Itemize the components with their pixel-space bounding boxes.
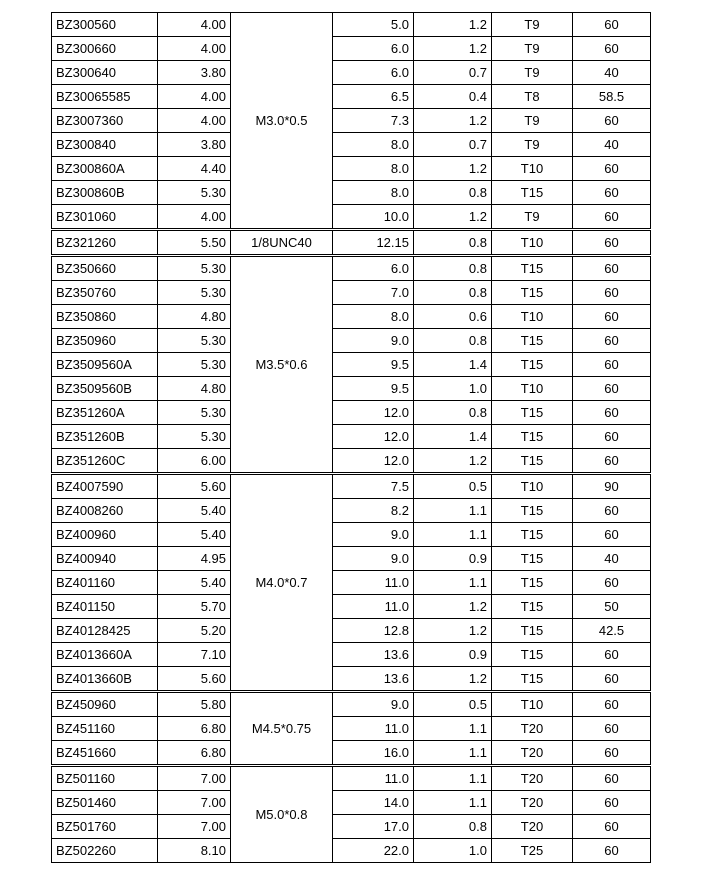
drive-size-cell: T15 [492,667,573,692]
a-value-cell: 1.2 [414,667,492,692]
part-number-cell: BZ501760 [52,815,158,839]
angle-cell: 60 [573,523,651,547]
head-diameter-cell: 7.10 [158,643,231,667]
a-value-cell: 0.9 [414,547,492,571]
a-value-cell: 1.2 [414,205,492,230]
a-value-cell: 1.1 [414,571,492,595]
drive-size-cell: T20 [492,815,573,839]
drive-size-cell: T9 [492,109,573,133]
table-row [52,791,651,815]
part-number-cell: BZ4013660A [52,643,158,667]
drive-size-cell: T15 [492,281,573,305]
part-number-cell: BZ300860A [52,157,158,181]
a-value-cell: 0.7 [414,133,492,157]
part-number-cell: BZ350660 [52,256,158,281]
a-value-cell: 1.0 [414,377,492,401]
angle-cell: 40 [573,547,651,571]
head-diameter-cell: 5.30 [158,401,231,425]
a-value-cell: 0.8 [414,256,492,281]
length-cell: 11.0 [333,717,414,741]
a-value-cell: 1.1 [414,499,492,523]
head-diameter-cell: 5.20 [158,619,231,643]
head-diameter-cell: 4.95 [158,547,231,571]
table-row [52,741,651,766]
length-cell: 6.5 [333,85,414,109]
angle-cell: 60 [573,571,651,595]
table-row [52,377,651,401]
length-cell: 11.0 [333,571,414,595]
length-cell: 22.0 [333,839,414,863]
drive-size-cell: T15 [492,571,573,595]
table-row [52,256,651,281]
angle-cell: 60 [573,766,651,791]
angle-cell: 60 [573,717,651,741]
table-row [52,353,651,377]
table-row [52,766,651,791]
head-diameter-cell: 6.80 [158,717,231,741]
a-value-cell: 0.8 [414,815,492,839]
table-row [52,595,651,619]
a-value-cell: 1.1 [414,766,492,791]
drive-size-cell: T20 [492,766,573,791]
part-number-cell: BZ300660 [52,37,158,61]
head-diameter-cell: 7.00 [158,791,231,815]
part-number-cell: BZ501160 [52,766,158,791]
table-row [52,667,651,692]
angle-cell: 60 [573,839,651,863]
thread-size-cell: M3.0*0.5 [231,13,333,230]
part-number-cell: BZ4008260 [52,499,158,523]
drive-size-cell: T9 [492,61,573,85]
table-row [52,85,651,109]
drive-size-cell: T10 [492,474,573,499]
table-row [52,13,651,37]
part-number-cell: BZ301060 [52,205,158,230]
length-cell: 12.8 [333,619,414,643]
angle-cell: 60 [573,329,651,353]
head-diameter-cell: 5.50 [158,230,231,256]
angle-cell: 60 [573,181,651,205]
length-cell: 8.0 [333,133,414,157]
thread-size-cell: M5.0*0.8 [231,766,333,863]
part-number-cell: BZ351260C [52,449,158,474]
drive-size-cell: T20 [492,791,573,815]
part-number-cell: BZ300840 [52,133,158,157]
head-diameter-cell: 7.00 [158,766,231,791]
head-diameter-cell: 5.30 [158,181,231,205]
head-diameter-cell: 5.40 [158,499,231,523]
table-row [52,133,651,157]
angle-cell: 60 [573,13,651,37]
a-value-cell: 0.4 [414,85,492,109]
angle-cell: 60 [573,157,651,181]
a-value-cell: 1.1 [414,717,492,741]
angle-cell: 60 [573,305,651,329]
thread-size-cell: M4.0*0.7 [231,474,333,692]
angle-cell: 60 [573,256,651,281]
drive-size-cell: T10 [492,377,573,401]
length-cell: 13.6 [333,643,414,667]
length-cell: 7.0 [333,281,414,305]
head-diameter-cell: 5.70 [158,595,231,619]
table-row [52,329,651,353]
head-diameter-cell: 3.80 [158,61,231,85]
part-number-cell: BZ401160 [52,571,158,595]
head-diameter-cell: 4.40 [158,157,231,181]
a-value-cell: 0.8 [414,401,492,425]
table-row [52,449,651,474]
angle-cell: 40 [573,133,651,157]
drive-size-cell: T15 [492,595,573,619]
length-cell: 11.0 [333,595,414,619]
part-number-cell: BZ40128425 [52,619,158,643]
drive-size-cell: T15 [492,449,573,474]
drive-size-cell: T20 [492,717,573,741]
head-diameter-cell: 3.80 [158,133,231,157]
length-cell: 9.0 [333,329,414,353]
angle-cell: 60 [573,377,651,401]
table-row [52,37,651,61]
part-number-cell: BZ4013660B [52,667,158,692]
length-cell: 8.0 [333,157,414,181]
a-value-cell: 1.1 [414,741,492,766]
part-number-cell: BZ502260 [52,839,158,863]
spec-table [51,12,651,863]
a-value-cell: 1.2 [414,449,492,474]
a-value-cell: 1.2 [414,109,492,133]
table-row [52,499,651,523]
head-diameter-cell: 5.80 [158,692,231,717]
thread-size-cell: 1/8UNC40 [231,230,333,256]
drive-size-cell: T10 [492,157,573,181]
length-cell: 13.6 [333,667,414,692]
angle-cell: 90 [573,474,651,499]
drive-size-cell: T15 [492,619,573,643]
part-number-cell: BZ350760 [52,281,158,305]
a-value-cell: 1.1 [414,523,492,547]
drive-size-cell: T25 [492,839,573,863]
angle-cell: 60 [573,499,651,523]
angle-cell: 42.5 [573,619,651,643]
angle-cell: 60 [573,353,651,377]
a-value-cell: 1.4 [414,425,492,449]
drive-size-cell: T10 [492,230,573,256]
length-cell: 6.0 [333,37,414,61]
part-number-cell: BZ351260A [52,401,158,425]
part-number-cell: BZ450960 [52,692,158,717]
head-diameter-cell: 5.40 [158,523,231,547]
angle-cell: 60 [573,815,651,839]
table-row [52,157,651,181]
part-number-cell: BZ30065585 [52,85,158,109]
table-row [52,571,651,595]
angle-cell: 50 [573,595,651,619]
a-value-cell: 0.8 [414,281,492,305]
length-cell: 7.5 [333,474,414,499]
part-number-cell: BZ350860 [52,305,158,329]
part-number-cell: BZ501460 [52,791,158,815]
length-cell: 14.0 [333,791,414,815]
angle-cell: 60 [573,692,651,717]
table-row [52,181,651,205]
a-value-cell: 0.9 [414,643,492,667]
drive-size-cell: T15 [492,256,573,281]
head-diameter-cell: 4.00 [158,85,231,109]
part-number-cell: BZ3007360 [52,109,158,133]
a-value-cell: 1.2 [414,595,492,619]
table-row [52,815,651,839]
length-cell: 12.0 [333,425,414,449]
length-cell: 12.15 [333,230,414,256]
angle-cell: 60 [573,791,651,815]
length-cell: 10.0 [333,205,414,230]
drive-size-cell: T15 [492,425,573,449]
length-cell: 9.0 [333,523,414,547]
a-value-cell: 1.1 [414,791,492,815]
table-row [52,523,651,547]
length-cell: 17.0 [333,815,414,839]
drive-size-cell: T15 [492,547,573,571]
angle-cell: 60 [573,667,651,692]
drive-size-cell: T10 [492,305,573,329]
table-row [52,281,651,305]
angle-cell: 40 [573,61,651,85]
drive-size-cell: T15 [492,523,573,547]
drive-size-cell: T9 [492,37,573,61]
length-cell: 9.0 [333,692,414,717]
drive-size-cell: T15 [492,643,573,667]
part-number-cell: BZ351260B [52,425,158,449]
drive-size-cell: T9 [492,13,573,37]
a-value-cell: 0.8 [414,230,492,256]
head-diameter-cell: 5.30 [158,256,231,281]
length-cell: 7.3 [333,109,414,133]
head-diameter-cell: 4.00 [158,13,231,37]
length-cell: 6.0 [333,61,414,85]
a-value-cell: 0.8 [414,329,492,353]
head-diameter-cell: 5.30 [158,425,231,449]
part-number-cell: BZ300860B [52,181,158,205]
head-diameter-cell: 5.60 [158,667,231,692]
length-cell: 5.0 [333,13,414,37]
length-cell: 8.2 [333,499,414,523]
table-row [52,643,651,667]
angle-cell: 60 [573,449,651,474]
head-diameter-cell: 8.10 [158,839,231,863]
head-diameter-cell: 4.80 [158,305,231,329]
a-value-cell: 0.8 [414,181,492,205]
length-cell: 12.0 [333,401,414,425]
drive-size-cell: T9 [492,133,573,157]
drive-size-cell: T10 [492,692,573,717]
table-row [52,717,651,741]
a-value-cell: 0.5 [414,692,492,717]
table-row [52,425,651,449]
a-value-cell: 1.0 [414,839,492,863]
table-row [52,692,651,717]
drive-size-cell: T15 [492,499,573,523]
angle-cell: 60 [573,230,651,256]
head-diameter-cell: 4.80 [158,377,231,401]
head-diameter-cell: 4.00 [158,109,231,133]
part-number-cell: BZ300640 [52,61,158,85]
length-cell: 9.0 [333,547,414,571]
table-row [52,109,651,133]
head-diameter-cell: 6.00 [158,449,231,474]
head-diameter-cell: 5.40 [158,571,231,595]
part-number-cell: BZ300560 [52,13,158,37]
table-row [52,474,651,499]
angle-cell: 60 [573,401,651,425]
head-diameter-cell: 5.30 [158,353,231,377]
angle-cell: 60 [573,37,651,61]
drive-size-cell: T9 [492,205,573,230]
head-diameter-cell: 4.00 [158,205,231,230]
drive-size-cell: T8 [492,85,573,109]
length-cell: 8.0 [333,305,414,329]
head-diameter-cell: 7.00 [158,815,231,839]
part-number-cell: BZ451160 [52,717,158,741]
length-cell: 8.0 [333,181,414,205]
angle-cell: 60 [573,205,651,230]
drive-size-cell: T15 [492,353,573,377]
part-number-cell: BZ3509560A [52,353,158,377]
part-number-cell: BZ350960 [52,329,158,353]
thread-size-cell: M3.5*0.6 [231,256,333,474]
a-value-cell: 0.7 [414,61,492,85]
a-value-cell: 1.2 [414,619,492,643]
length-cell: 6.0 [333,256,414,281]
drive-size-cell: T15 [492,401,573,425]
a-value-cell: 1.2 [414,13,492,37]
table-row [52,305,651,329]
length-cell: 9.5 [333,377,414,401]
table-row [52,547,651,571]
a-value-cell: 0.6 [414,305,492,329]
length-cell: 16.0 [333,741,414,766]
angle-cell: 60 [573,281,651,305]
part-number-cell: BZ400960 [52,523,158,547]
part-number-cell: BZ321260 [52,230,158,256]
angle-cell: 60 [573,109,651,133]
part-number-cell: BZ451660 [52,741,158,766]
part-number-cell: BZ400940 [52,547,158,571]
drive-size-cell: T15 [492,329,573,353]
a-value-cell: 0.5 [414,474,492,499]
table-row [52,401,651,425]
part-number-cell: BZ401150 [52,595,158,619]
head-diameter-cell: 5.60 [158,474,231,499]
part-number-cell: BZ4007590 [52,474,158,499]
head-diameter-cell: 5.30 [158,329,231,353]
part-number-cell: BZ3509560B [52,377,158,401]
table-row [52,61,651,85]
drive-size-cell: T20 [492,741,573,766]
angle-cell: 60 [573,425,651,449]
table-row [52,839,651,863]
table-row [52,230,651,256]
spec-table-body [52,13,651,863]
drive-size-cell: T15 [492,181,573,205]
length-cell: 12.0 [333,449,414,474]
a-value-cell: 1.4 [414,353,492,377]
angle-cell: 60 [573,643,651,667]
a-value-cell: 1.2 [414,157,492,181]
table-row [52,205,651,230]
length-cell: 9.5 [333,353,414,377]
a-value-cell: 1.2 [414,37,492,61]
angle-cell: 58.5 [573,85,651,109]
length-cell: 11.0 [333,766,414,791]
head-diameter-cell: 6.80 [158,741,231,766]
head-diameter-cell: 5.30 [158,281,231,305]
head-diameter-cell: 4.00 [158,37,231,61]
table-row [52,619,651,643]
thread-size-cell: M4.5*0.75 [231,692,333,766]
angle-cell: 60 [573,741,651,766]
